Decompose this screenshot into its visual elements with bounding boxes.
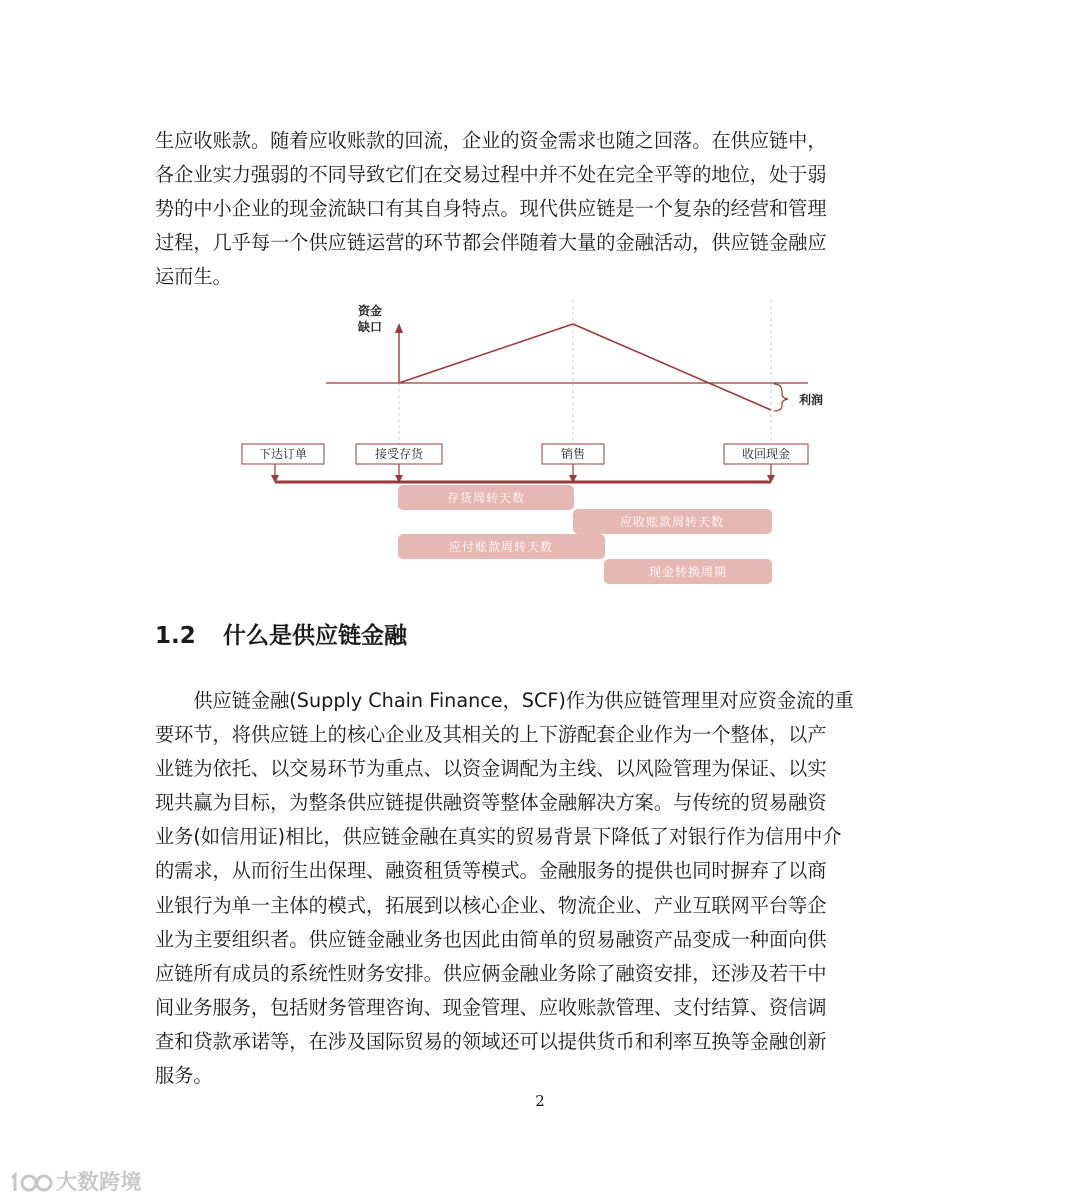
paragraph-line: 供应链金融(Supply Chain Finance，SCF)作为供应链管理里对应资金流的重 [155, 689, 854, 712]
paragraph-line: 业务(如信用证)相比，供应链金融在真实的贸易背景下降低了对银行作为信用中介 [155, 825, 842, 849]
y-axis-label: 资金 [358, 304, 383, 318]
paragraph-line: 间业务服务，包括财务管理咨询、现金管理、应收账款管理、支付结算、资信调 [155, 995, 827, 1019]
cash-gap-line [399, 324, 771, 410]
bar-receivable-days [573, 509, 772, 534]
paragraph-line: 要环节，将供应链上的核心企业及其相关的上下游配套企业作为一个整体，以产 [155, 723, 827, 747]
period-label: 应收账款周转天数 [619, 515, 725, 529]
section-title: 什么是供应链金融 [223, 623, 407, 649]
stage-label: 下达订单 [258, 447, 308, 461]
stage-order [242, 444, 324, 464]
section-number: 1.2 [155, 623, 196, 649]
paragraph-line: 查和贷款承诺等，在涉及国际贸易的领域还可以提供货币和利率互换等金融创新 [155, 1029, 827, 1053]
paragraph-line: 各企业实力强弱的不同导致它们在交易过程中并不处在完全平等的地位，处于弱 [155, 163, 827, 187]
paragraph-line: 业为主要组织者。供应链金融业务也因此由简单的贸易融资产品变成一种面向供 [155, 927, 827, 951]
paragraph-line: 应链所有成员的系统性财务安排。供应俩金融业务除了融资安排，还涉及若干中 [155, 961, 827, 985]
watermark [10, 1166, 142, 1196]
bar-payable-days [398, 534, 605, 559]
watermark-logo-icon [10, 1167, 54, 1195]
paragraph-line: 过程，几乎每一个供应链运营的环节都会伴随着大量的金融活动，供应链金融应 [155, 231, 827, 255]
stage-label: 收回现金 [741, 447, 791, 461]
bar-inventory-days [398, 485, 574, 510]
profit-label: 利润 [799, 393, 824, 407]
stage-collect-cash [724, 444, 808, 464]
paragraph-2 [155, 684, 927, 1093]
bar-cash-conversion-cycle [604, 559, 772, 584]
y-axis-arrow [395, 323, 403, 333]
period-label: 存货周转天数 [446, 491, 526, 505]
paragraph-line: 现共赢为目标，为整条供应链提供融资等整体金融解决方案。与传统的贸易融资 [155, 791, 827, 815]
paragraph-line: 业链为依托、以交易环节为重点、以资金调配为主线、以风险管理为保证、以实 [155, 757, 827, 781]
paragraph-line: 运而生。 [155, 265, 232, 289]
stage-sales [542, 444, 604, 464]
stage-label: 销售 [560, 447, 586, 461]
paragraph-line: 的需求，从而衍生出保理、融资租赁等模式。金融服务的提供也同时摒弃了以商 [155, 859, 827, 883]
stage-receive-inventory [356, 444, 442, 464]
period-label: 现金转换周期 [648, 565, 728, 579]
paragraph-line: 势的中小企业的现金流缺口有其自身特点。现代供应链是一个复杂的经营和管理 [155, 197, 827, 221]
watermark-text: 大数跨境 [56, 1170, 142, 1194]
page-number: 2 [535, 1092, 545, 1110]
y-axis-label: 缺口 [358, 320, 383, 334]
paragraph-line: 业银行为单一主体的模式，拓展到以核心企业、物流企业、产业互联网平台等企 [155, 893, 827, 917]
paragraph-line: 生应收账款。随着应收账款的回流，企业的资金需求也随之回落。在供应链中， [155, 129, 827, 152]
section-heading [155, 618, 407, 654]
period-label: 应付账款周转天数 [448, 540, 554, 554]
paragraph-line: 服务。 [155, 1064, 213, 1088]
profit-brace [774, 384, 788, 411]
stage-label: 接受存货 [374, 447, 424, 461]
